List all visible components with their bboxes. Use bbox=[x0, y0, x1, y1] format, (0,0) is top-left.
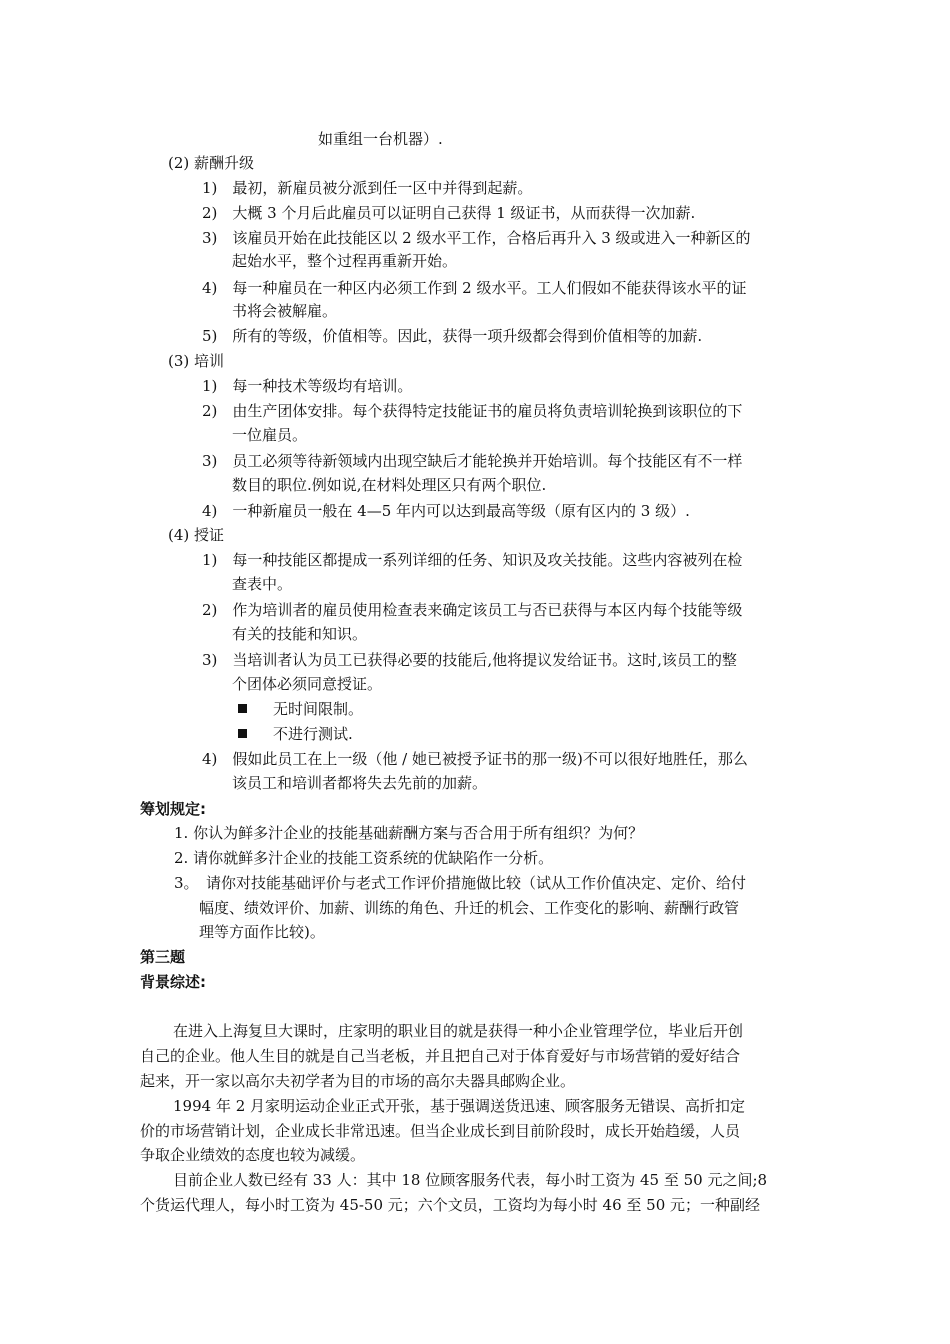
paragraph-line: 自己的企业。他人生目的就是自己当老板，并且把自己对于体育爱好与市场营销的爱好结合 bbox=[140, 1047, 741, 1065]
list-item-continuation: 有关的技能和知识。 bbox=[232, 625, 368, 643]
question-item: 2. 请你就鲜多汁企业的技能工资系统的优缺陷作一分析。 bbox=[174, 849, 554, 867]
question-continuation: 幅度、绩效评价、加薪、训练的角色、升迁的机会、工作变化的影响、薪酬行政管 bbox=[199, 899, 740, 917]
list-item: 2) 大概 3 个月后此雇员可以证明自己获得 1 级证书，从而获得一次加薪. bbox=[202, 204, 696, 222]
list-item: 4) 假如此员工在上一级（他 / 她已被授予证书的那一级)不可以很好地胜任，那么 bbox=[202, 750, 748, 768]
question-item: 3。 请你对技能基础评价与老式工作评价措施做比较（试从工作价值决定、定价、给付 bbox=[174, 874, 747, 892]
list-item: 1) 最初，新雇员被分派到任一区中并得到起薪。 bbox=[202, 179, 533, 197]
list-item: 4) 每一种雇员在一种区内必须工作到 2 级水平。工人们假如不能获得该水平的证 bbox=[202, 279, 747, 297]
bullet-item bbox=[238, 723, 353, 745]
section-heading: (2) 薪酬升级 bbox=[168, 154, 255, 172]
bullet-text: 不进行测试. bbox=[273, 725, 353, 743]
list-item: 3) 该雇员开始在此技能区以 2 级水平工作，合格后再升入 3 级或进入一种新区的 bbox=[202, 229, 751, 247]
list-item-continuation: 该员工和培训者都将失去先前的加薪。 bbox=[232, 774, 488, 792]
paragraph-line: 个货运代理人，每小时工资为 45-50 元；六个文员，工资均为每小时 46 至 50 元；一种副经 bbox=[140, 1196, 761, 1214]
list-item-continuation: 一位雇员。 bbox=[232, 426, 308, 444]
section-heading: (4) 授证 bbox=[168, 526, 225, 544]
bullet-item bbox=[238, 698, 363, 720]
list-item: 1) 每一种技能区都提成一系列详细的任务、知识及攻关技能。这些内容被列在检 bbox=[202, 551, 743, 569]
list-item: 3) 员工必须等待新领域内出现空缺后才能轮换并开始培训。每个技能区有不一样 bbox=[202, 452, 743, 470]
list-item: 4) 一种新雇员一般在 4—5 年内可以达到最高等级（原有区内的 3 级）. bbox=[202, 502, 690, 520]
paragraph-line: 争取企业绩效的态度也较为减缓。 bbox=[140, 1146, 366, 1164]
list-item-continuation: 书将会被解雇。 bbox=[232, 302, 338, 320]
square-bullet-icon bbox=[238, 704, 247, 713]
question-continuation: 理等方面作比较)。 bbox=[199, 923, 325, 941]
bold-heading: 背景综述: bbox=[140, 973, 206, 991]
question-item: 1. 你认为鲜多汁企业的技能基础薪酬方案与否合用于所有组织？为何？ bbox=[174, 824, 644, 842]
list-item: 3) 当培训者认为员工已获得必要的技能后,他将提议发给证书。这时,该员工的整 bbox=[202, 651, 737, 669]
text-line: 如重组一台机器）. bbox=[318, 130, 443, 148]
list-item: 1) 每一种技术等级均有培训。 bbox=[202, 377, 413, 395]
list-item-continuation: 起始水平，整个过程再重新开始。 bbox=[232, 252, 458, 270]
list-item-continuation: 查表中。 bbox=[232, 575, 293, 593]
paragraph-line: 目前企业人数已经有 33 人：其中 18 位顾客服务代表，每小时工资为 45 至 50 元之间;8 bbox=[173, 1171, 768, 1189]
paragraph-line: 1994 年 2 月家明运动企业正式开张，基于强调送货迅速、顾客服务无错误、高折扣定 bbox=[173, 1097, 746, 1115]
square-bullet-icon bbox=[238, 729, 247, 738]
bullet-text: 无时间限制。 bbox=[273, 700, 364, 718]
section-heading: (3) 培训 bbox=[168, 352, 225, 370]
bold-heading: 第三题 bbox=[140, 948, 186, 966]
list-item: 5) 所有的等级，价值相等。因此，获得一项升级都会得到价值相等的加薪. bbox=[202, 327, 703, 345]
list-item: 2) 由生产团体安排。每个获得特定技能证书的雇员将负责培训轮换到该职位的下 bbox=[202, 402, 743, 420]
bold-heading: 筹划规定: bbox=[140, 800, 206, 818]
list-item: 2) 作为培训者的雇员使用检查表来确定该员工与否已获得与本区内每个技能等级 bbox=[202, 601, 743, 619]
paragraph-line: 起来，开一家以高尔夫初学者为目的市场的高尔夫器具邮购企业。 bbox=[140, 1072, 576, 1090]
list-item-continuation: 数目的职位.例如说,在材料处理区只有两个职位. bbox=[232, 476, 547, 494]
list-item-continuation: 个团体必须同意授证。 bbox=[232, 675, 383, 693]
paragraph-line: 在进入上海复旦大课时，庄家明的职业目的就是获得一种小企业管理学位，毕业后开创 bbox=[173, 1022, 744, 1040]
paragraph-line: 价的市场营销计划，企业成长非常迅速。但当企业成长到目前阶段时，成长开始趋缓，人员 bbox=[140, 1122, 741, 1140]
